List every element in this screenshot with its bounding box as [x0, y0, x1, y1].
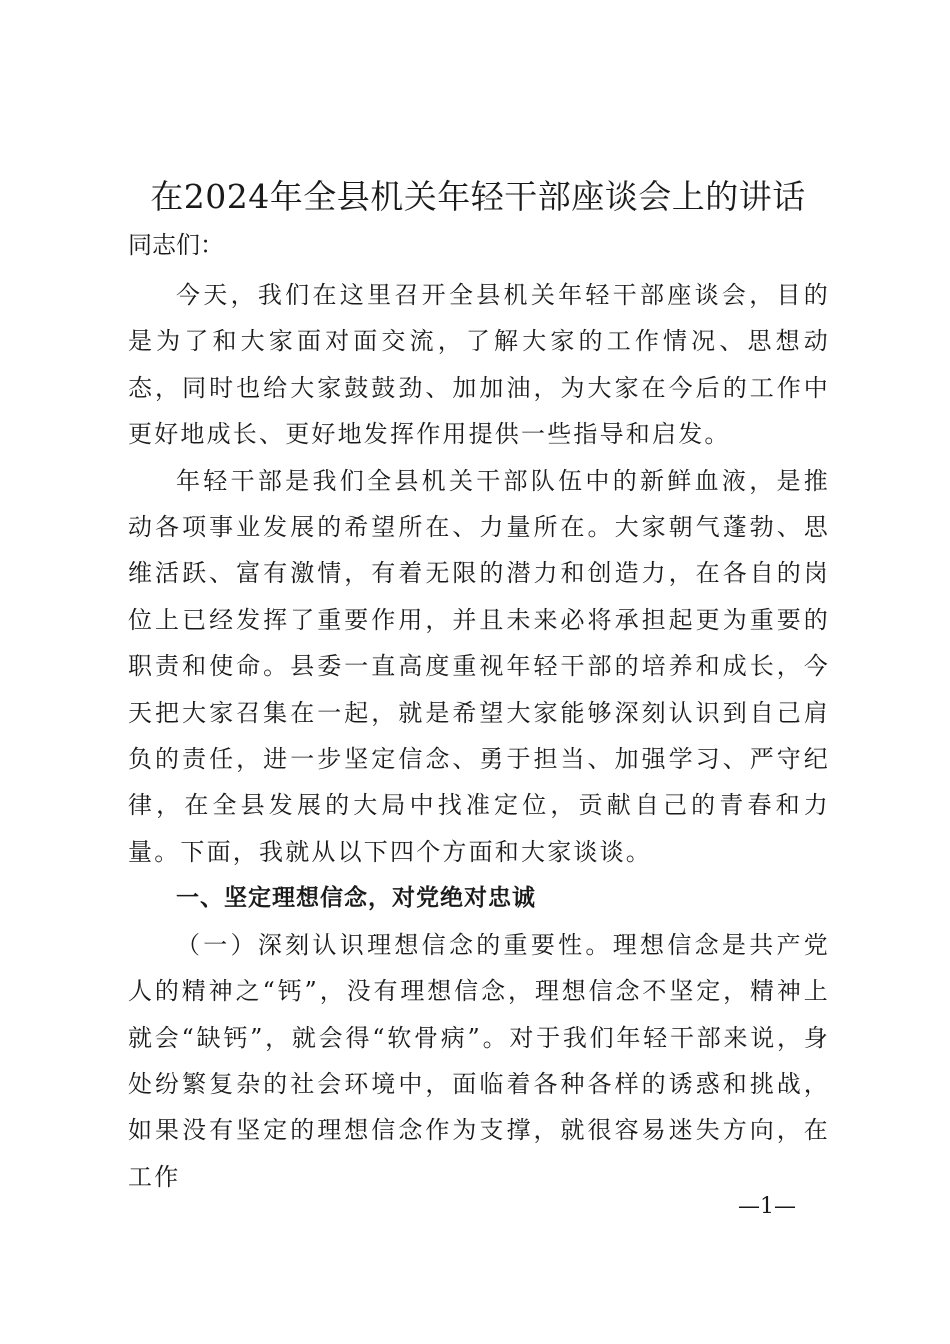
section-heading-1: 一、坚定理想信念，对党绝对忠诚 — [176, 885, 536, 912]
document-title: 在2024年全县机关年轻干部座谈会上的讲话 — [150, 177, 806, 216]
document-body — [128, 272, 830, 1200]
subsection-heading-1: （一）深刻认识理想信念的重要性。 — [176, 930, 613, 959]
paragraph-intro: 今天，我们在这里召开全县机关年轻干部座谈会，目的是为了和大家面对面交流，了解大家的工作情况、思想动态，同时也给大家鼓鼓劲、加加油，为大家在今后的工作中更好地成长、更好地发挥作用提供一些指导和启发。 — [128, 281, 830, 449]
subsection-text-1: 理想信念是共产党人的精神之“钙”，没有理想信念，理想信念不坚定，精神上就会“缺钙”，就会得“软骨病”。对于我们年轻干部来说，身处纷繁复杂的社会环境中，面临着各种各样的诱惑和挑战，如果没有坚定的理想信念作为支撑，就很容易迷失方向，在工作 — [128, 930, 830, 1191]
salutation: 同志们： — [128, 231, 224, 259]
page-number: —1— — [738, 1194, 796, 1219]
paragraph-young-cadres: 年轻干部是我们全县机关干部队伍中的新鲜血液，是推动各项事业发展的希望所在、力量所在。大家朝气蓬勃、思维活跃、富有激情，有着无限的潜力和创造力，在各自的岗位上已经发挥了重要作用，并且未来必将承担起更为重要的职责和使命。县委一直高度重视年轻干部的培养和成长，今天把大家召集在一起，就是希望大家能够深刻认识到自己肩负的责任，进一步坚定信念、勇于担当、加强学习、严守纪律，在全县发展的大局中找准定位，贡献自己的青春和力量。下面，我就从以下四个方面和大家谈谈。 — [128, 466, 830, 866]
subsection-paragraph-1 — [128, 922, 830, 1200]
